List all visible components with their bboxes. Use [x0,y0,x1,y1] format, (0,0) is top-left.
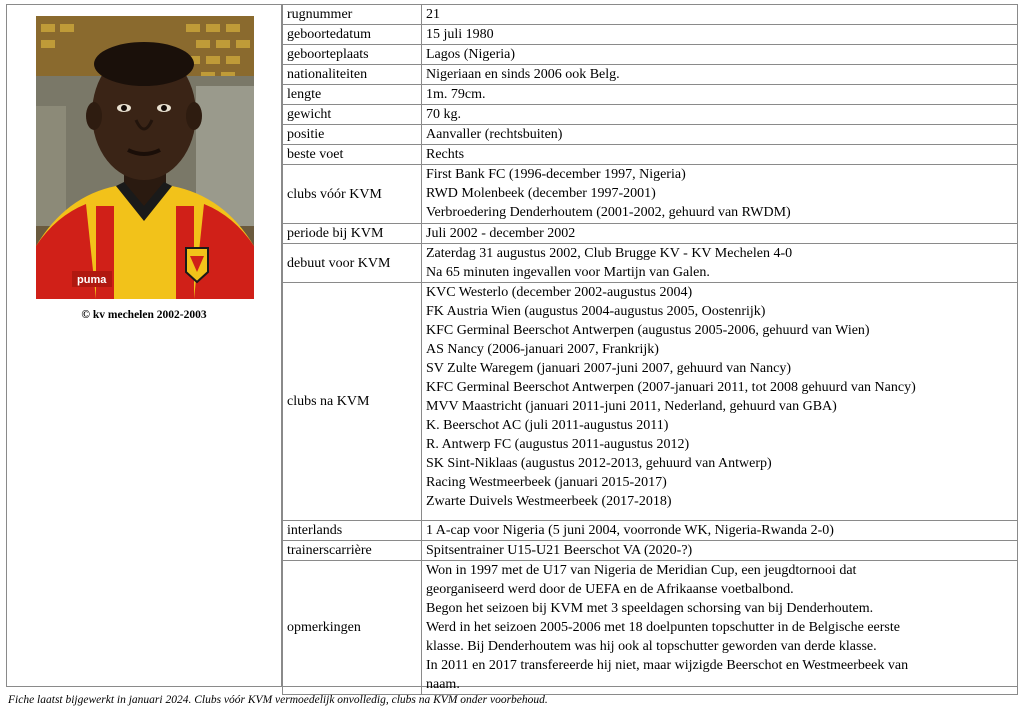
value-line: FK Austria Wien (augustus 2004-augustus 2005, Oostenrijk) [426,304,766,319]
value-line: Racing Westmeerbeek (januari 2015-2017) [426,475,667,490]
value-line: 21 [426,7,440,22]
value-line: Zaterdag 31 augustus 2002, Club Brugge KV - KV Mechelen 4-0 [426,246,793,261]
value-line: 70 kg. [426,107,461,122]
value-line: K. Beerschot AC (juli 2011-augustus 2011) [426,418,669,433]
row-label: debuut voor KVM [283,244,422,283]
value-line: Nigeriaan en sinds 2006 ook Belg. [426,67,620,82]
value-line: First Bank FC (1996-december 1997, Nigeria) [426,167,686,182]
info-row [283,45,1018,65]
row-value [422,5,1018,25]
value-line: 1 A-cap voor Nigeria (5 juni 2004, voorronde WK, Nigeria-Rwanda 2-0) [426,523,834,538]
row-label: clubs vóór KVM [283,165,422,224]
row-label: interlands [283,521,422,541]
row-value [422,224,1018,244]
value-line: Spitsentrainer U15-U21 Beerschot VA (2020-?) [426,543,693,558]
info-row [283,145,1018,165]
row-label: clubs na KVM [283,283,422,521]
value-line: KFC Germinal Beerschot Antwerpen (augustus 2005-2006, gehuurd van Wien) [426,323,870,338]
info-row [283,85,1018,105]
value-line: 15 juli 1980 [426,27,494,42]
info-row [283,561,1018,695]
value-line: Verbroedering Denderhoutem (2001-2002, gehuurd van RWDM) [426,205,791,220]
info-row [283,283,1018,521]
value-line: SV Zulte Waregem (januari 2007-juni 2007, gehuurd van Nancy) [426,361,791,376]
value-line: Zwarte Duivels Westmeerbeek (2017-2018) [426,494,672,509]
row-value [422,521,1018,541]
info-row [283,105,1018,125]
value-line: KFC Germinal Beerschot Antwerpen (2007-januari 2011, tot 2008 gehuurd van Nancy) [426,380,916,395]
player-info-table [282,4,1018,695]
info-row [283,65,1018,85]
row-value [422,165,1018,224]
info-row [283,165,1018,224]
info-row [283,541,1018,561]
row-value [422,25,1018,45]
row-value [422,85,1018,105]
value-line: RWD Molenbeek (december 1997-2001) [426,186,656,201]
row-label: periode bij KVM [283,224,422,244]
value-line: MVV Maastricht (januari 2011-juni 2011, Nederland, gehuurd van GBA) [426,399,837,414]
sponsor-text: puma [77,274,107,286]
player-photo [36,16,254,299]
row-label: trainerscarrière [283,541,422,561]
row-label: positie [283,125,422,145]
row-value [422,561,1018,695]
row-value [422,283,1018,521]
row-label: opmerkingen [283,561,422,695]
value-line: georganiseerd werd door de UEFA en de Afrikaanse voetbalbond. [426,582,794,597]
photo-cell [6,4,282,687]
value-line: Aanvaller (rechtsbuiten) [426,127,563,142]
value-line: Begon het seizoen bij KVM met 3 speeldagen schorsing van bij Denderhoutem. [426,601,874,616]
row-label: rugnummer [283,5,422,25]
photo-caption: © kv mechelen 2002-2003 [81,309,207,321]
row-value [422,45,1018,65]
row-label: geboortedatum [283,25,422,45]
value-line: Won in 1997 met de U17 van Nigeria de Meridian Cup, een jeugdtornooi dat [426,563,857,578]
info-row [283,244,1018,283]
row-value [422,125,1018,145]
row-label: beste voet [283,145,422,165]
row-label: nationaliteiten [283,65,422,85]
value-line: Juli 2002 - december 2002 [426,226,576,241]
value-line: Lagos (Nigeria) [426,47,516,62]
row-value [422,145,1018,165]
value-line: Rechts [426,147,465,162]
info-row [283,521,1018,541]
value-line: KVC Westerlo (december 2002-augustus 2004) [426,285,693,300]
value-line: R. Antwerp FC (augustus 2011-augustus 2012) [426,437,690,452]
row-value [422,541,1018,561]
footnote: Fiche laatst bijgewerkt in januari 2024. Clubs vóór KVM vermoedelijk onvolledig, clubs na KVM onder voorbehoud. [8,694,548,706]
row-value [422,105,1018,125]
row-label: gewicht [283,105,422,125]
value-line: 1m. 79cm. [426,87,486,102]
row-value [422,244,1018,283]
value-line: naam. [426,677,460,692]
value-line: AS Nancy (2006-januari 2007, Frankrijk) [426,342,659,357]
row-label: geboorteplaats [283,45,422,65]
row-value [422,65,1018,85]
info-row [283,125,1018,145]
value-line: SK Sint-Niklaas (augustus 2012-2013, gehuurd van Antwerp) [426,456,772,471]
value-line: Werd in het seizoen 2005-2006 met 18 doelpunten topschutter in de Belgische eerste [426,620,900,635]
row-label: lengte [283,85,422,105]
value-line: Na 65 minuten ingevallen voor Martijn van Galen. [426,265,710,280]
info-row [283,224,1018,244]
value-line: In 2011 en 2017 transfereerde hij niet, maar wijzigde Beerschot en Westmeerbeek van [426,658,909,673]
info-row [283,5,1018,25]
info-row [283,25,1018,45]
value-line: klasse. Bij Denderhoutem was hij ook al topschutter geworden van derde klasse. [426,639,877,654]
